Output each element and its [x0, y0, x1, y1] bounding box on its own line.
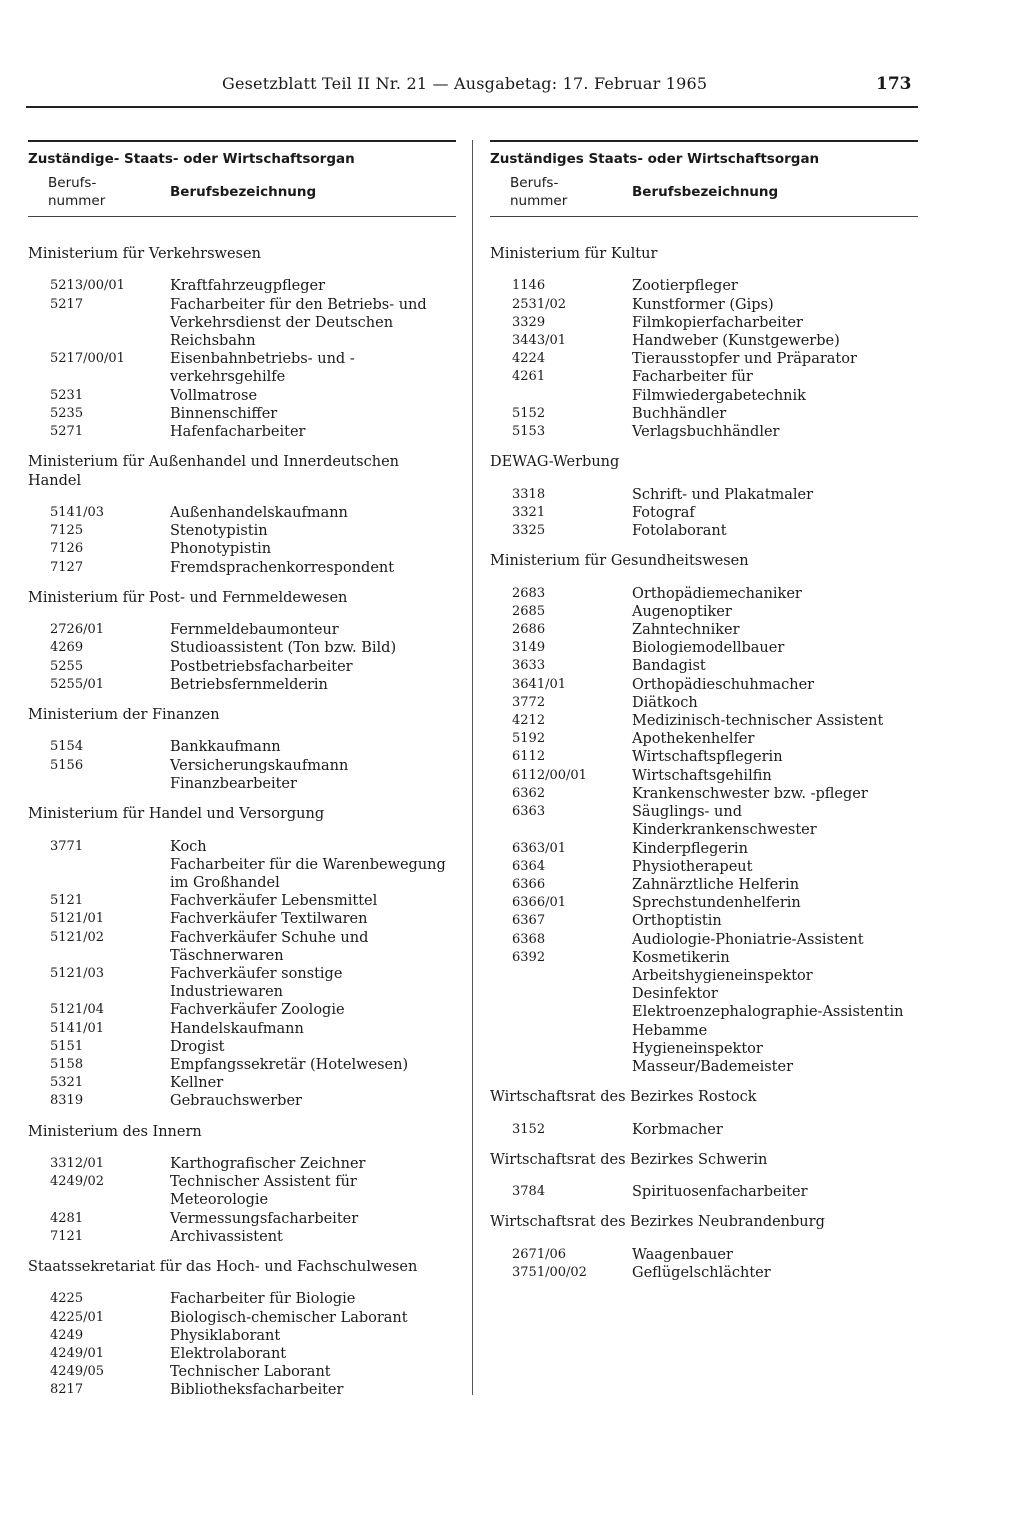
occupation-entry — [490, 603, 918, 621]
occupation-name: Koch — [170, 838, 207, 855]
occupation-name: Bankkaufmann — [170, 739, 281, 756]
occupation-entry — [28, 1020, 456, 1038]
occupation-name: Biologisch-chemischer Laborant — [170, 1309, 408, 1326]
occupation-number: 2686 — [512, 622, 546, 638]
occupation-name: Wirtschaftspflegerin — [632, 749, 783, 766]
occupation-number — [490, 967, 632, 985]
occupation-number — [28, 856, 170, 892]
occupation-entry — [28, 929, 456, 965]
occupation-entry — [490, 585, 918, 603]
section-title: Ministerium des Innern — [28, 1123, 202, 1140]
ministry-section — [490, 245, 918, 441]
number-header-line-2: nummer — [48, 193, 106, 209]
occupation-entry — [490, 405, 918, 423]
name-column-header: Berufsbezeichnung — [170, 184, 317, 200]
occupation-name: Facharbeiter für die Warenbewegung im Großhandel — [170, 856, 446, 891]
section-title: Ministerium für Kultur — [490, 246, 658, 262]
occupation-entry — [490, 931, 918, 949]
occupation-name: Physiotherapeut — [632, 858, 753, 875]
occupation-name: Apothekenhelfer — [632, 731, 755, 748]
occupation-number: 6112 — [512, 749, 546, 765]
occupation-name: Bibliotheksfacharbeiter — [170, 1382, 344, 1399]
occupation-number: 4225 — [50, 1291, 84, 1307]
occupation-name: Facharbeiter für den Betriebs- und Verkehrsdienst der Deutschen Reichsbahn — [170, 296, 427, 350]
occupation-name: Postbetriebsfacharbeiter — [170, 658, 353, 675]
occupation-name: Kraftfahrzeugpfleger — [170, 278, 326, 295]
occupation-number: 5121 — [50, 893, 84, 909]
occupation-name: Physiklaborant — [170, 1327, 281, 1344]
occupation-name: Archivassistent — [170, 1228, 283, 1245]
column-top-rule — [28, 140, 456, 142]
section-title: Wirtschaftsrat des Bezirkes Schwerin — [490, 1151, 768, 1168]
section-title: Ministerium für Handel und Versorgung — [28, 806, 325, 823]
occupation-number: 4261 — [512, 369, 546, 385]
occupation-entry — [490, 985, 918, 1003]
occupation-entry — [490, 1040, 918, 1058]
occupation-entry — [28, 1173, 456, 1209]
occupation-entry — [28, 658, 456, 676]
occupation-name: Arbeitshygieneinspektor — [632, 967, 813, 984]
occupation-name: Finanzbearbeiter — [170, 775, 297, 792]
occupation-number: 3784 — [512, 1184, 546, 1200]
occupation-number: 5121/01 — [50, 911, 105, 927]
occupation-entry — [28, 277, 456, 295]
occupation-number: 6392 — [512, 949, 546, 965]
occupation-number: 5121/04 — [50, 1002, 105, 1018]
column-header-row — [28, 174, 456, 214]
section-title: Ministerium für Außenhandel und Innerdeutschen Handel — [28, 454, 400, 489]
occupation-name: Medizinisch-technischer Assistent — [632, 713, 884, 730]
column-heading: Zuständige- Staats- oder Wirtschaftsorgan — [28, 151, 355, 167]
column-header-rule — [28, 216, 456, 217]
occupation-number: 5153 — [512, 424, 546, 440]
occupation-entry — [28, 892, 456, 910]
occupation-number: 3641/01 — [512, 676, 567, 692]
occupation-name: Geflügelschlächter — [632, 1264, 771, 1281]
ministry-section — [490, 453, 918, 540]
ministry-section — [28, 805, 456, 1110]
occupation-name: Kunstformer (Gips) — [632, 296, 774, 313]
occupation-name: Orthopädiemechaniker — [632, 585, 802, 602]
ministry-section — [490, 1151, 918, 1202]
occupation-name: Verlagsbuchhändler — [632, 424, 780, 441]
right-column — [490, 140, 918, 1294]
occupation-number — [490, 1040, 632, 1058]
occupation-name: Kellner — [170, 1075, 224, 1092]
occupation-name: Fremdsprachenkorrespondent — [170, 559, 395, 576]
occupation-entry — [490, 296, 918, 314]
occupation-number: 7125 — [50, 523, 84, 539]
occupation-entry — [28, 296, 456, 351]
occupation-entry — [28, 1001, 456, 1019]
number-column-header — [28, 174, 146, 214]
occupation-number: 6366 — [512, 876, 546, 892]
column-top-rule — [490, 140, 918, 142]
occupation-name: Fotograf — [632, 504, 695, 521]
occupation-number: 3325 — [512, 523, 546, 539]
occupation-entry — [490, 967, 918, 985]
occupation-entry — [490, 504, 918, 522]
number-header-line-2: nummer — [510, 193, 568, 209]
occupation-number: 2726/01 — [50, 622, 105, 638]
occupation-name: Phonotypistin — [170, 541, 272, 558]
occupation-number: 3751/00/02 — [512, 1264, 587, 1280]
occupation-entry — [490, 621, 918, 639]
ministry-section — [28, 589, 456, 694]
ministry-section — [490, 1088, 918, 1139]
occupation-number — [490, 1003, 632, 1021]
section-title: Wirtschaftsrat des Bezirkes Neubrandenburg — [490, 1214, 825, 1231]
occupation-number: 6367 — [512, 913, 546, 929]
occupation-entry — [28, 621, 456, 639]
occupation-entry — [28, 910, 456, 928]
occupation-entry — [490, 423, 918, 441]
occupation-name: Zahntechniker — [632, 622, 740, 639]
occupation-name: Wirtschaftsgehilfin — [632, 767, 772, 784]
running-header: Gesetzblatt Teil II Nr. 21 — Ausgabetag: 17. Februar 1965 — [222, 74, 708, 93]
occupation-number: 7126 — [50, 541, 84, 557]
occupation-name: Vollmatrose — [170, 387, 258, 404]
number-header-line-1: Berufs- — [510, 175, 559, 191]
section-list — [490, 245, 918, 1282]
occupation-number — [490, 985, 632, 1003]
occupation-entry — [490, 1121, 918, 1139]
occupation-name: Außenhandelskaufmann — [170, 505, 348, 522]
occupation-name: Fotolaborant — [632, 523, 727, 540]
occupation-name: Zahnärztliche Helferin — [632, 876, 800, 893]
left-column — [28, 140, 456, 1412]
name-column-header: Berufsbezeichnung — [632, 184, 779, 200]
occupation-number: 3312/01 — [50, 1155, 105, 1171]
occupation-number: 5231 — [50, 387, 84, 403]
occupation-entry — [490, 522, 918, 540]
occupation-number: 3149 — [512, 640, 546, 656]
ministry-section — [28, 1258, 456, 1400]
occupation-number: 3318 — [512, 486, 546, 502]
occupation-entry — [490, 949, 918, 967]
occupation-entry — [490, 730, 918, 748]
occupation-entry — [490, 912, 918, 930]
occupation-entry — [28, 856, 456, 892]
occupation-number: 4249/01 — [50, 1345, 105, 1361]
occupation-number — [490, 1022, 632, 1040]
occupation-name: Orthoptistin — [632, 913, 722, 930]
occupation-name: Säuglings- und Kinderkrankenschwester — [632, 804, 817, 839]
column-heading: Zuständiges Staats- oder Wirtschaftsorgan — [490, 151, 820, 167]
occupation-entry — [28, 775, 456, 793]
occupation-entry — [28, 738, 456, 756]
occupation-number: 4281 — [50, 1210, 84, 1226]
occupation-name: Bandagist — [632, 658, 706, 675]
occupation-entry — [490, 314, 918, 332]
occupation-name: Fachverkäufer Lebensmittel — [170, 893, 378, 910]
occupation-name: Filmkopierfacharbeiter — [632, 314, 803, 331]
occupation-name: Desinfektor — [632, 986, 718, 1003]
occupation-entry — [490, 1183, 918, 1201]
occupation-number: 5192 — [512, 731, 546, 747]
occupation-entry — [28, 1290, 456, 1308]
occupation-name: Elektroenzephalographie-Assistentin — [632, 1004, 904, 1021]
occupation-name: Karthografischer Zeichner — [170, 1155, 366, 1172]
column-header-rule — [490, 216, 918, 217]
occupation-entry — [490, 676, 918, 694]
occupation-entry — [28, 559, 456, 577]
column-header-row — [490, 174, 918, 214]
number-column-header — [490, 174, 608, 214]
occupation-entry — [28, 387, 456, 405]
occupation-number: 4269 — [50, 640, 84, 656]
occupation-entry — [490, 368, 918, 404]
occupation-name: Hygieneinspektor — [632, 1040, 763, 1057]
occupation-number: 5255/01 — [50, 676, 105, 692]
occupation-name: Zootierpfleger — [632, 278, 738, 295]
occupation-number: 4249/05 — [50, 1364, 105, 1380]
occupation-number: 4249 — [50, 1327, 84, 1343]
occupation-number: 3329 — [512, 314, 546, 330]
occupation-number: 7127 — [50, 559, 84, 575]
occupation-number: 3152 — [512, 1121, 546, 1137]
occupation-number: 6362 — [512, 785, 546, 801]
occupation-entry — [490, 350, 918, 368]
occupation-entry — [490, 1246, 918, 1264]
occupation-entry — [28, 1074, 456, 1092]
section-title: Ministerium der Finanzen — [28, 707, 220, 724]
occupation-entry — [28, 639, 456, 657]
section-title: Ministerium für Gesundheitswesen — [490, 553, 749, 570]
occupation-name: Korbmacher — [632, 1121, 723, 1138]
occupation-entry — [490, 1058, 918, 1076]
occupation-entry — [490, 277, 918, 295]
occupation-entry — [490, 1003, 918, 1021]
occupation-entry — [490, 712, 918, 730]
ministry-section — [28, 1123, 456, 1246]
occupation-name: Handweber (Kunstgewerbe) — [632, 333, 840, 350]
occupation-entry — [28, 405, 456, 423]
occupation-entry — [28, 1309, 456, 1327]
occupation-number: 6363/01 — [512, 840, 567, 856]
occupation-name: Stenotypistin — [170, 523, 268, 540]
occupation-entry — [28, 1155, 456, 1173]
occupation-number: 5217 — [50, 296, 84, 312]
occupation-name: Sprechstundenhelferin — [632, 895, 801, 912]
occupation-number: 5321 — [50, 1075, 84, 1091]
occupation-number: 3443/01 — [512, 333, 567, 349]
occupation-name: Augenoptiker — [632, 603, 732, 620]
occupation-entry — [28, 540, 456, 558]
occupation-number: 4224 — [512, 351, 546, 367]
column-divider — [472, 140, 473, 1395]
ministry-section — [490, 552, 918, 1076]
occupation-name: Versicherungskaufmann — [170, 757, 349, 774]
occupation-number: 5154 — [50, 739, 84, 755]
occupation-name: Masseur/Bademeister — [632, 1058, 794, 1075]
occupation-entry — [490, 803, 918, 839]
occupation-entry — [28, 1038, 456, 1056]
occupation-number: 3772 — [512, 694, 546, 710]
ministry-section — [28, 453, 456, 577]
occupation-number: 5156 — [50, 757, 84, 773]
occupation-name: Hebamme — [632, 1022, 708, 1039]
occupation-name: Kinderpflegerin — [632, 840, 748, 857]
occupation-name: Fachverkäufer sonstige Industriewaren — [170, 965, 343, 1001]
occupation-number: 4249/02 — [50, 1174, 105, 1190]
occupation-number: 2685 — [512, 603, 546, 619]
occupation-name: Facharbeiter für Biologie — [170, 1291, 356, 1308]
occupation-entry — [28, 1345, 456, 1363]
occupation-entry — [28, 1056, 456, 1074]
number-header-line-1: Berufs- — [48, 175, 97, 191]
occupation-name: Biologiemodellbauer — [632, 640, 785, 657]
occupation-number — [28, 775, 170, 793]
occupation-entry — [28, 1210, 456, 1228]
occupation-name: Tierausstopfer und Präparator — [632, 351, 857, 368]
occupation-name: Studioassistent (Ton bzw. Bild) — [170, 640, 397, 657]
occupation-number: 2671/06 — [512, 1246, 567, 1262]
page-number: 173 — [876, 74, 912, 94]
occupation-entry — [28, 965, 456, 1001]
occupation-name: Handelskaufmann — [170, 1020, 304, 1037]
occupation-name: Facharbeiter für Filmwiedergabetechnik — [632, 369, 806, 404]
occupation-number: 6366/01 — [512, 895, 567, 911]
occupation-entry — [28, 504, 456, 522]
occupation-entry — [490, 694, 918, 712]
occupation-name: Vermessungsfacharbeiter — [170, 1210, 359, 1227]
occupation-number: 5151 — [50, 1038, 84, 1054]
occupation-name: Waagenbauer — [632, 1246, 733, 1263]
occupation-entry — [28, 838, 456, 856]
occupation-name: Drogist — [170, 1038, 225, 1055]
occupation-name: Binnenschiffer — [170, 405, 278, 422]
occupation-number: 5271 — [50, 424, 84, 440]
occupation-number: 3321 — [512, 504, 546, 520]
occupation-entry — [28, 757, 456, 775]
section-list — [28, 245, 456, 1400]
occupation-number: 6363 — [512, 804, 546, 820]
occupation-name: Kosmetikerin — [632, 949, 730, 966]
occupation-name: Technischer Laborant — [170, 1364, 331, 1381]
occupation-entry — [490, 785, 918, 803]
occupation-entry — [28, 1381, 456, 1399]
occupation-entry — [28, 350, 456, 386]
occupation-entry — [28, 423, 456, 441]
occupation-number: 7121 — [50, 1228, 84, 1244]
occupation-number: 5121/03 — [50, 965, 105, 981]
occupation-number: 5213/00/01 — [50, 278, 125, 294]
occupation-entry — [490, 840, 918, 858]
occupation-number: 6364 — [512, 858, 546, 874]
occupation-number: 2531/02 — [512, 296, 567, 312]
occupation-name: Fachverkäufer Zoologie — [170, 1002, 345, 1019]
occupation-entry — [490, 748, 918, 766]
occupation-number — [490, 1058, 632, 1076]
occupation-entry — [490, 639, 918, 657]
occupation-entry — [490, 1022, 918, 1040]
occupation-entry — [490, 657, 918, 675]
occupation-entry — [490, 858, 918, 876]
section-title: Wirtschaftsrat des Bezirkes Rostock — [490, 1089, 757, 1106]
ministry-section — [28, 245, 456, 441]
section-title: Ministerium für Verkehrswesen — [28, 246, 261, 262]
occupation-number: 2683 — [512, 585, 546, 601]
occupation-name: Spirituosenfacharbeiter — [632, 1184, 808, 1201]
occupation-entry — [28, 1327, 456, 1345]
occupation-entry — [490, 332, 918, 350]
occupation-name: Gebrauchswerber — [170, 1093, 302, 1110]
occupation-number: 4212 — [512, 713, 546, 729]
occupation-number: 1146 — [512, 278, 546, 294]
occupation-number: 5141/03 — [50, 505, 105, 521]
occupation-number: 6368 — [512, 931, 546, 947]
occupation-entry — [28, 1228, 456, 1246]
occupation-number: 5152 — [512, 405, 546, 421]
occupation-number: 6112/00/01 — [512, 767, 587, 783]
occupation-entry — [490, 894, 918, 912]
occupation-entry — [28, 522, 456, 540]
occupation-name: Fernmeldebaumonteur — [170, 622, 339, 639]
occupation-number: 5217/00/01 — [50, 351, 125, 367]
occupation-entry — [28, 1092, 456, 1110]
occupation-entry — [28, 676, 456, 694]
occupation-number: 3633 — [512, 658, 546, 674]
occupation-name: Schrift- und Plakatmaler — [632, 486, 814, 503]
occupation-entry — [28, 1363, 456, 1381]
occupation-number: 5141/01 — [50, 1020, 105, 1036]
section-title: Ministerium für Post- und Fernmeldewesen — [28, 589, 348, 606]
occupation-name: Empfangssekretär (Hotelwesen) — [170, 1056, 409, 1073]
occupation-entry — [490, 767, 918, 785]
header-rule — [26, 106, 918, 108]
ministry-section — [28, 706, 456, 793]
occupation-name: Audiologie-Phoniatrie-Assistent — [632, 931, 864, 948]
occupation-entry — [490, 876, 918, 894]
occupation-name: Buchhändler — [632, 405, 727, 422]
occupation-name: Elektrolaborant — [170, 1345, 287, 1362]
occupation-number: 3771 — [50, 838, 84, 854]
occupation-number: 5255 — [50, 658, 84, 674]
occupation-name: Diätkoch — [632, 694, 698, 711]
occupation-name: Orthopädieschuhmacher — [632, 676, 815, 693]
occupation-name: Hafenfacharbeiter — [170, 424, 306, 441]
occupation-name: Technischer Assistent für Meteorologie — [170, 1174, 357, 1209]
occupation-number: 5158 — [50, 1056, 84, 1072]
occupation-entry — [490, 486, 918, 504]
occupation-number: 5121/02 — [50, 929, 105, 945]
occupation-entry — [490, 1264, 918, 1282]
occupation-name: Fachverkäufer Textilwaren — [170, 911, 368, 928]
ministry-section — [490, 1213, 918, 1282]
occupation-name: Eisenbahnbetriebs- und -verkehrsgehilfe — [170, 351, 355, 386]
section-title: Staatssekretariat für das Hoch- und Fachschulwesen — [28, 1258, 418, 1275]
occupation-name: Fachverkäufer Schuhe und Täschnerwaren — [170, 929, 369, 964]
occupation-number: 8319 — [50, 1093, 84, 1109]
section-title: DEWAG-Werbung — [490, 454, 620, 471]
occupation-name: Betriebsfernmelderin — [170, 676, 328, 693]
occupation-name: Krankenschwester bzw. -pfleger — [632, 785, 868, 802]
occupation-number: 5235 — [50, 405, 84, 421]
occupation-number: 8217 — [50, 1382, 84, 1398]
occupation-number: 4225/01 — [50, 1309, 105, 1325]
